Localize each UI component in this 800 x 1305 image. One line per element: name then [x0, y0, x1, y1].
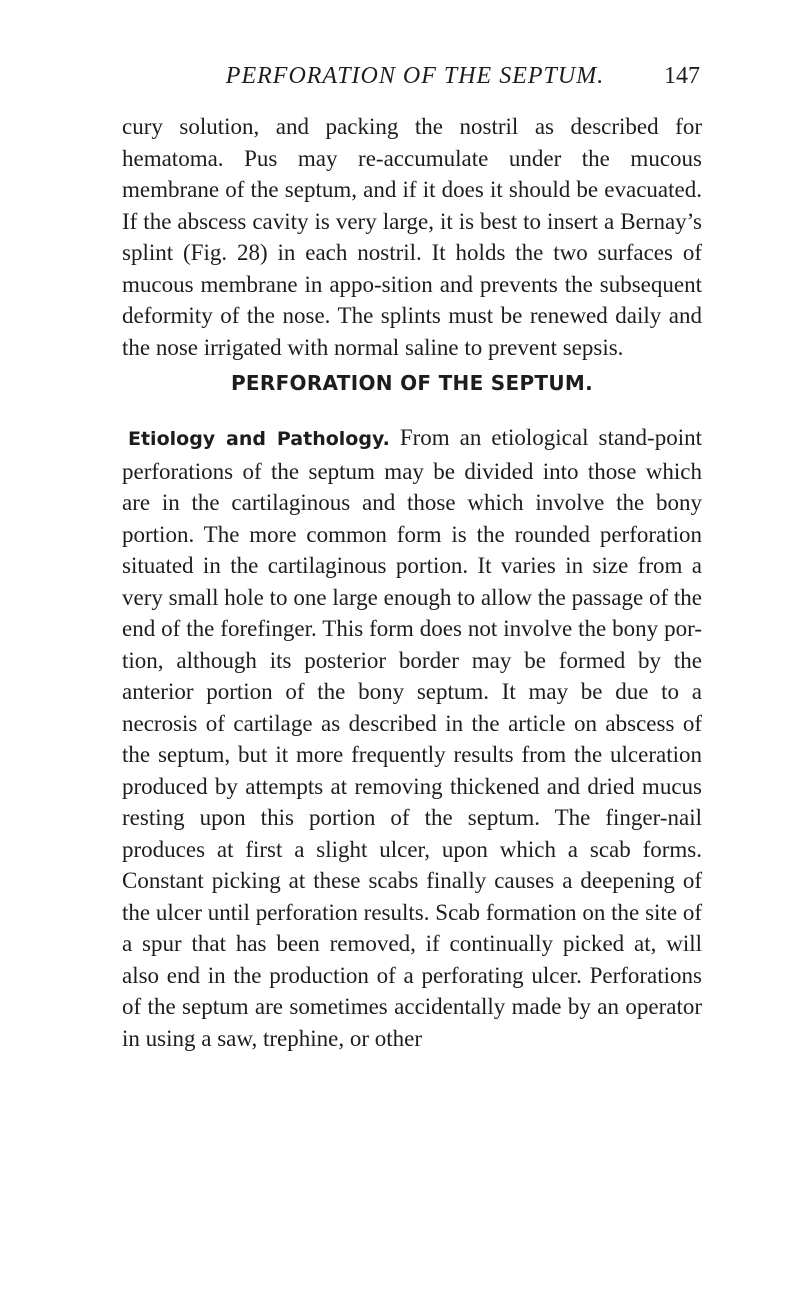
running-head	[130, 63, 700, 93]
etiology-paragraph-text: From an etiological stand-point perforations of the septum may be divided into those which are in the cartilaginous and those which involve the bony portion. The more common form is the rounded perforation situated in the cartilaginous portion. It varies in size from a very small hole to one large enough to allow the passage of the end of the forefinger. This form does not involve the bony por-tion, although its posterior border may be formed by the anterior portion of the bony septum. It may be due to a necrosis of cartilage as described in the article on abscess of the septum, but it more frequently results from the ulceration produced by attempts at removing thickened and dried mucus resting upon this portion of the septum. The finger-nail produces at first a slight ulcer, upon which a scab forms. Constant picking at these scabs finally causes a deepening of the ulcer until perforation results. Scab formation on the site of a spur that has been removed, if continually picked at, will also end in the production of a perforating ulcer. Perforations of the septum are sometimes accidentally made by an operator in using a saw, trephine, or other	[122, 425, 702, 1051]
run-in-heading: Etiology and Pathology.	[128, 428, 390, 450]
continuation-paragraph: cury solution, and packing the nostril as described for hematoma. Pus may re-accumulate under the mucous membrane of the septum, and if it does it should be evacuated. If the abscess cavity is very large, it is best to insert a Bernay’s splint (Fig. 28) in each nostril. It holds the two surfaces of mucous membrane in appo-sition and prevents the subsequent deformity of the nose. The splints must be renewed daily and the nose irrigated with normal saline to prevent sepsis.	[122, 114, 702, 360]
running-title: PERFORATION OF THE SEPTUM.	[225, 63, 605, 89]
page-number: 147	[664, 63, 700, 89]
etiology-paragraph	[122, 422, 702, 1054]
section-heading: PERFORATION OF THE SEPTUM.	[230, 371, 594, 395]
